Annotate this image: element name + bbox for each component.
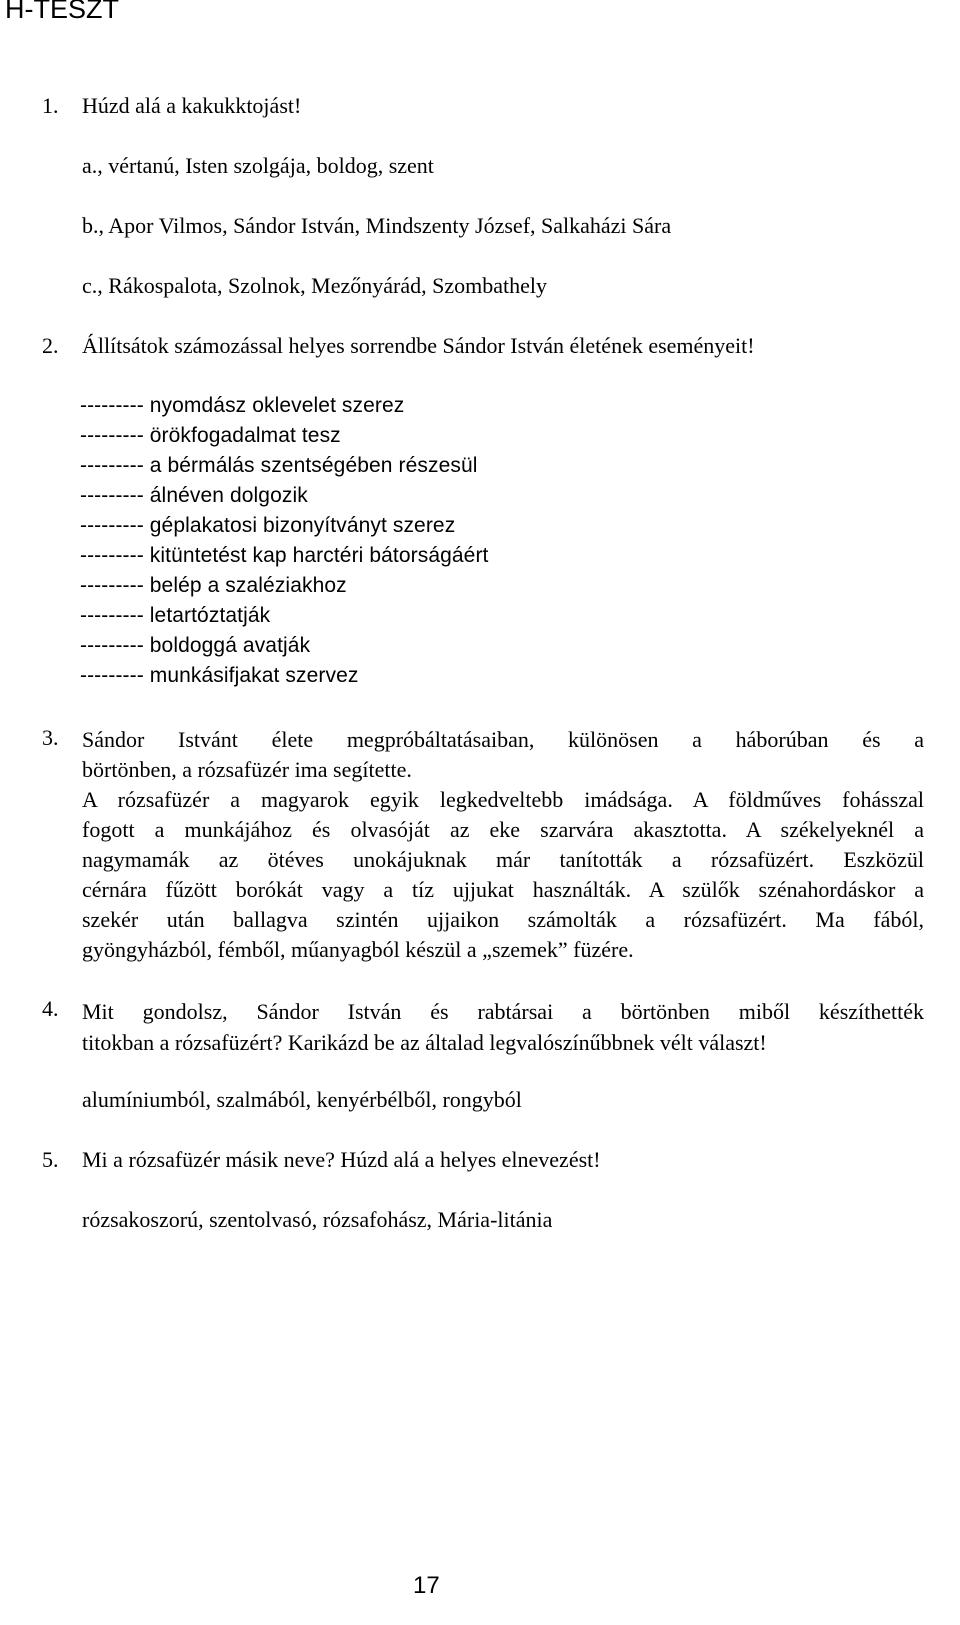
event-item: --------- nyomdász oklevelet szerez: [80, 394, 405, 417]
paragraph-line: nagymamák az ötéves unokájuknak már tanították a rózsafüzért. Eszközül: [82, 847, 924, 872]
event-item: --------- a bérmálás szentségében részesül: [80, 454, 478, 477]
event-item: --------- örökfogadalmat tesz: [80, 424, 341, 447]
event-item: --------- kitüntetést kap harctéri bátorságáért: [80, 544, 489, 567]
question-3-paragraph: [82, 725, 924, 965]
event-item: --------- álnéven dolgozik: [80, 484, 308, 507]
question-1-option-b: b., Apor Vilmos, Sándor István, Mindszenty József, Salkaházi Sára: [82, 213, 672, 238]
event-item: --------- letartóztatják: [80, 604, 271, 627]
paragraph-line: titokban a rózsafüzért? Karikázd be az általad legvalószínűbbnek vélt választ!: [82, 1030, 767, 1055]
question-5: [42, 1147, 601, 1173]
question-5-text: Mi a rózsafüzér másik neve? Húzd alá a helyes elnevezést!: [82, 1147, 601, 1172]
paragraph-line: szekér után ballagva szintén ujjaikon számolták a rózsafüzért. Ma fából,: [82, 907, 924, 932]
question-1-option-c: c., Rákospalota, Szolnok, Mezőnyárád, Szombathely: [82, 273, 547, 298]
question-4-text: [82, 996, 924, 1058]
question-1-text: Húzd alá a kakukktojást!: [82, 93, 302, 118]
event-item: --------- boldoggá avatják: [80, 634, 311, 657]
paragraph-line: börtönben, a rózsafüzér ima segítette.: [82, 757, 412, 782]
event-item: --------- munkásifjakat szervez: [80, 664, 359, 687]
question-2: [42, 333, 755, 359]
event-item: --------- belép a szaléziakhoz: [80, 574, 347, 597]
question-4-number: 4.: [42, 996, 59, 1021]
question-2-text: Állítsátok számozással helyes sorrendbe Sándor István életének eseményeit!: [82, 333, 755, 358]
question-3-number: 3.: [42, 725, 59, 750]
page-number: 17: [413, 1572, 440, 1599]
question-2-number: 2.: [42, 333, 59, 358]
paragraph-line: Sándor Istvánt élete megpróbáltatásaiban, különösen a háborúban és a: [82, 727, 924, 752]
question-4-answers: alumíniumból, szalmából, kenyérbélből, rongyból: [82, 1087, 522, 1112]
paragraph-line: fogott a munkájához és olvasóját az eke szarvára akasztotta. A székelyeknél a: [82, 817, 924, 842]
question-5-number: 5.: [42, 1147, 59, 1172]
paragraph-line: Mit gondolsz, Sándor István és rabtársai a börtönben miből készíthették: [82, 999, 924, 1024]
question-1: [42, 93, 302, 119]
paragraph-line: gyöngyházból, fémből, műanyagból készül a „szemek” füzére.: [82, 937, 634, 962]
question-1-option-a: a., vértanú, Isten szolgája, boldog, szent: [82, 153, 434, 178]
paragraph-line: A rózsafüzér a magyarok egyik legkedveltebb imádsága. A földműves fohásszal: [82, 787, 924, 812]
question-5-answers: rózsakoszorú, szentolvasó, rózsafohász, Mária-litánia: [82, 1207, 553, 1232]
paragraph-line: cérnára fűzött borókát vagy a tíz ujjukat használták. A szülők szénahordáskor a: [82, 877, 924, 902]
question-1-number: 1.: [42, 93, 59, 118]
event-item: --------- géplakatosi bizonyítványt szerez: [80, 514, 456, 537]
page-title: H-TESZT: [5, 0, 119, 24]
